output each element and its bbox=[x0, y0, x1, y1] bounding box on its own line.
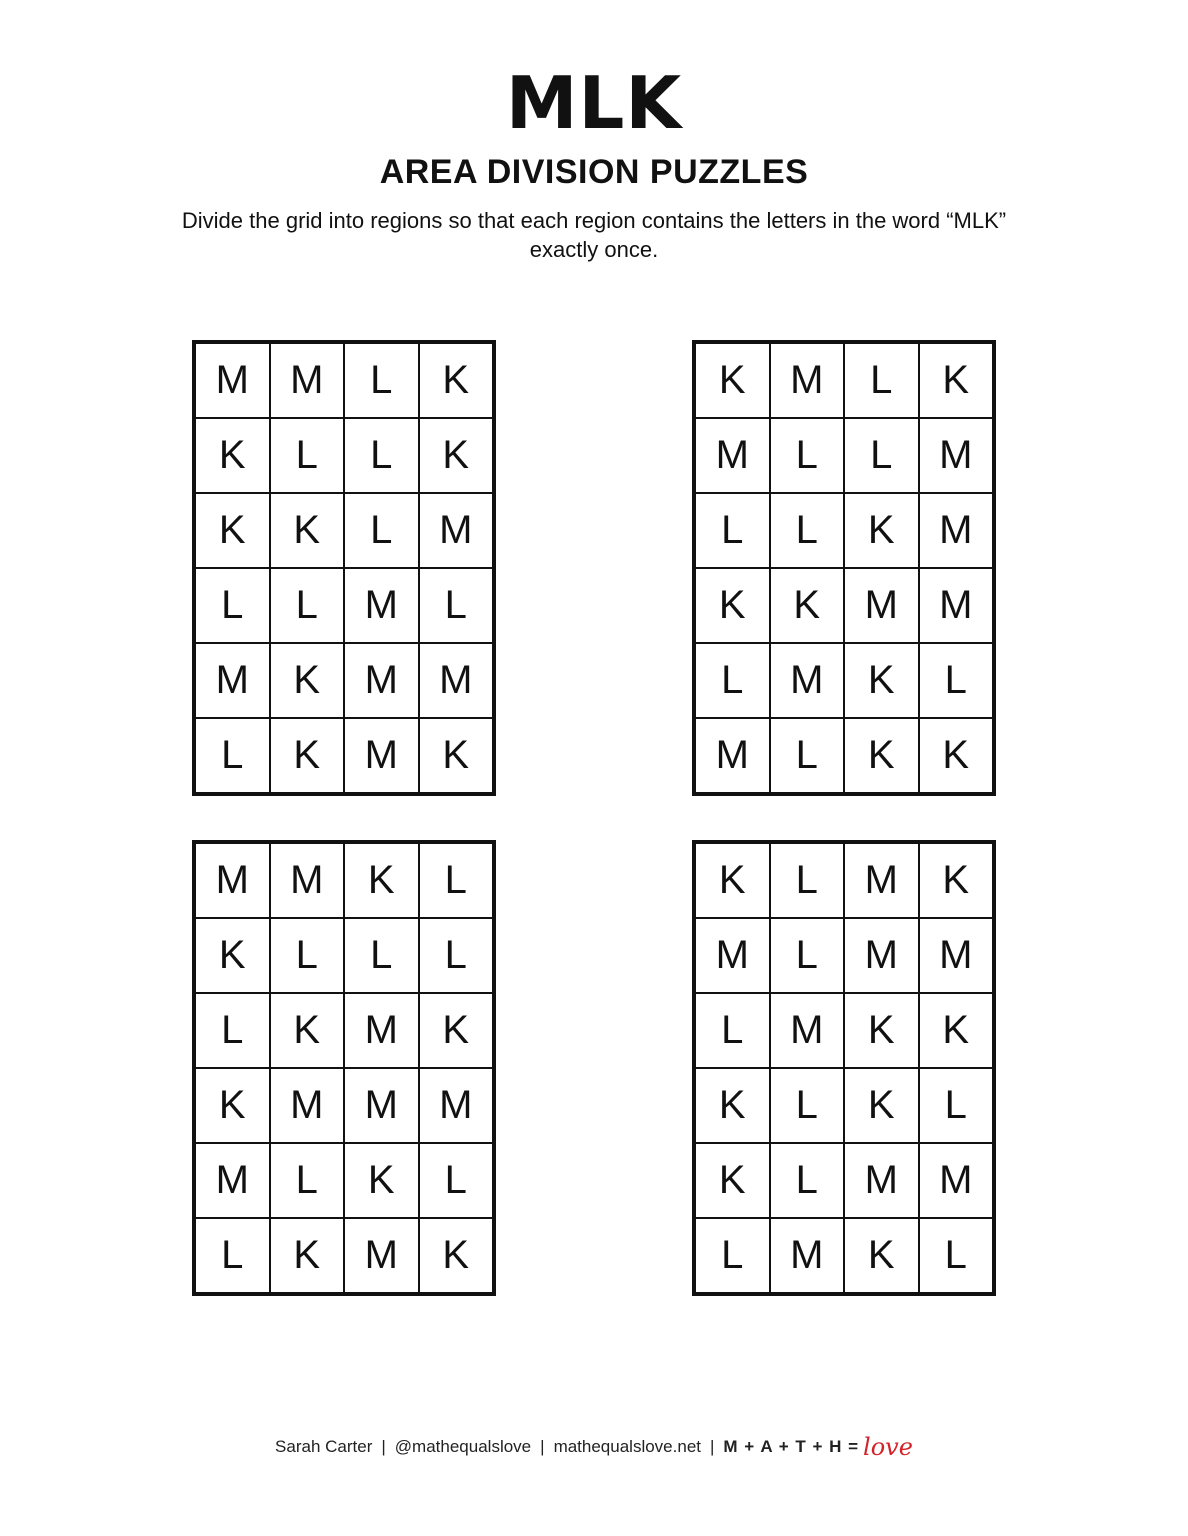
grid-cell: K bbox=[344, 843, 419, 918]
grid-cell: M bbox=[344, 568, 419, 643]
grid-cell: K bbox=[919, 343, 994, 418]
grid-cell: M bbox=[195, 1143, 270, 1218]
grid-cell: M bbox=[344, 718, 419, 793]
grid-cell: L bbox=[419, 568, 494, 643]
grid-cell: K bbox=[195, 418, 270, 493]
grid-cell: K bbox=[844, 718, 919, 793]
grid-cell: K bbox=[695, 1068, 770, 1143]
grid-cell: K bbox=[270, 993, 345, 1068]
grid-cell: K bbox=[919, 843, 994, 918]
grid-cell: L bbox=[844, 418, 919, 493]
grid-cell: L bbox=[770, 918, 845, 993]
grid-cell: L bbox=[270, 568, 345, 643]
grid-cell: L bbox=[419, 1143, 494, 1218]
grid-cell: L bbox=[770, 1068, 845, 1143]
grid-cell: K bbox=[419, 718, 494, 793]
grid-cell: L bbox=[695, 643, 770, 718]
grid-cell: M bbox=[695, 918, 770, 993]
grid-cell: L bbox=[770, 418, 845, 493]
grid-cell: K bbox=[695, 568, 770, 643]
page-subtitle: AREA DIVISION PUZZLES bbox=[379, 153, 809, 191]
grid-cell: L bbox=[195, 993, 270, 1068]
grid-cell: M bbox=[919, 918, 994, 993]
grid-cell: L bbox=[270, 418, 345, 493]
footer-website: mathequalslove.net bbox=[553, 1437, 701, 1456]
grid-cell: K bbox=[695, 1143, 770, 1218]
footer-separator: | bbox=[540, 1437, 545, 1456]
page-title: MLK bbox=[505, 61, 683, 145]
grid-cell: L bbox=[419, 843, 494, 918]
grid-cell: K bbox=[919, 718, 994, 793]
puzzle-grid-3 bbox=[192, 840, 496, 1296]
grid-cell: L bbox=[344, 343, 419, 418]
grid-cell: M bbox=[270, 343, 345, 418]
grid-cell: K bbox=[695, 343, 770, 418]
puzzle-grid-1 bbox=[192, 340, 496, 796]
grid-cell: M bbox=[344, 1068, 419, 1143]
grid-cell: K bbox=[844, 1218, 919, 1293]
grid-cell: M bbox=[770, 993, 845, 1068]
grid-cell: K bbox=[270, 643, 345, 718]
grid-cell: M bbox=[695, 718, 770, 793]
grid-cell: K bbox=[270, 493, 345, 568]
grid-cell: M bbox=[770, 1218, 845, 1293]
grid-cell: K bbox=[195, 918, 270, 993]
grid-cell: L bbox=[770, 718, 845, 793]
grid-cell: K bbox=[844, 1068, 919, 1143]
puzzle-grid-2 bbox=[692, 340, 996, 796]
grid-cell: L bbox=[844, 343, 919, 418]
grid-cell: K bbox=[270, 1218, 345, 1293]
grid-cell: M bbox=[419, 1068, 494, 1143]
grid-cell: K bbox=[195, 493, 270, 568]
footer-author: Sarah Carter bbox=[275, 1437, 373, 1456]
grid-cell: M bbox=[919, 418, 994, 493]
grid-cell: L bbox=[695, 1218, 770, 1293]
grid-cell: M bbox=[195, 343, 270, 418]
grid-cell: L bbox=[919, 1068, 994, 1143]
grid-cell: M bbox=[919, 493, 994, 568]
grid-cell: M bbox=[919, 568, 994, 643]
grid-cell: M bbox=[270, 843, 345, 918]
grid-cell: K bbox=[844, 993, 919, 1068]
grid-cell: L bbox=[344, 493, 419, 568]
grid-cell: M bbox=[344, 993, 419, 1068]
grid-cell: M bbox=[419, 643, 494, 718]
footer-brand-love: love bbox=[863, 1433, 913, 1461]
grid-cell: M bbox=[919, 1143, 994, 1218]
grid-cell: L bbox=[344, 418, 419, 493]
grid-cell: K bbox=[195, 1068, 270, 1143]
grid-cell: K bbox=[844, 493, 919, 568]
grid-cell: K bbox=[419, 343, 494, 418]
grid-cell: L bbox=[770, 493, 845, 568]
grid-cell: K bbox=[695, 843, 770, 918]
grid-cell: M bbox=[770, 343, 845, 418]
grid-cell: M bbox=[270, 1068, 345, 1143]
grid-cell: K bbox=[919, 993, 994, 1068]
grid-cell: L bbox=[195, 718, 270, 793]
grid-cell: M bbox=[844, 1143, 919, 1218]
footer bbox=[0, 1430, 1188, 1464]
footer-handle: @mathequalslove bbox=[394, 1437, 532, 1456]
grid-cell: K bbox=[844, 643, 919, 718]
grid-cell: L bbox=[344, 918, 419, 993]
grid-cell: K bbox=[419, 418, 494, 493]
grid-cell: L bbox=[695, 493, 770, 568]
grid-cell: L bbox=[695, 993, 770, 1068]
grid-cell: L bbox=[270, 1143, 345, 1218]
grid-cell: L bbox=[270, 918, 345, 993]
footer-separator: | bbox=[710, 1437, 715, 1456]
footer-brand: M + A + T + H = bbox=[723, 1437, 860, 1456]
grid-cell: L bbox=[919, 1218, 994, 1293]
grid-cell: M bbox=[419, 493, 494, 568]
grid-cell: L bbox=[195, 568, 270, 643]
grid-cell: M bbox=[695, 418, 770, 493]
grid-cell: K bbox=[270, 718, 345, 793]
grid-cell: M bbox=[195, 843, 270, 918]
grid-cell: L bbox=[770, 1143, 845, 1218]
grid-cell: M bbox=[844, 843, 919, 918]
grid-cell: L bbox=[419, 918, 494, 993]
puzzle-grid-4 bbox=[692, 840, 996, 1296]
grid-cell: M bbox=[344, 1218, 419, 1293]
grid-cell: K bbox=[770, 568, 845, 643]
grid-cell: M bbox=[844, 918, 919, 993]
grid-cell: K bbox=[419, 993, 494, 1068]
grid-cell: L bbox=[195, 1218, 270, 1293]
grid-cell: K bbox=[344, 1143, 419, 1218]
grid-cell: M bbox=[195, 643, 270, 718]
instructions-text: Divide the grid into regions so that each region contains the letters in the word “MLK” exactly once. bbox=[181, 208, 1007, 262]
grid-cell: L bbox=[770, 843, 845, 918]
grid-cell: K bbox=[419, 1218, 494, 1293]
grid-cell: M bbox=[344, 643, 419, 718]
grid-cell: M bbox=[844, 568, 919, 643]
grid-cell: M bbox=[770, 643, 845, 718]
grid-cell: L bbox=[919, 643, 994, 718]
footer-separator: | bbox=[381, 1437, 386, 1456]
